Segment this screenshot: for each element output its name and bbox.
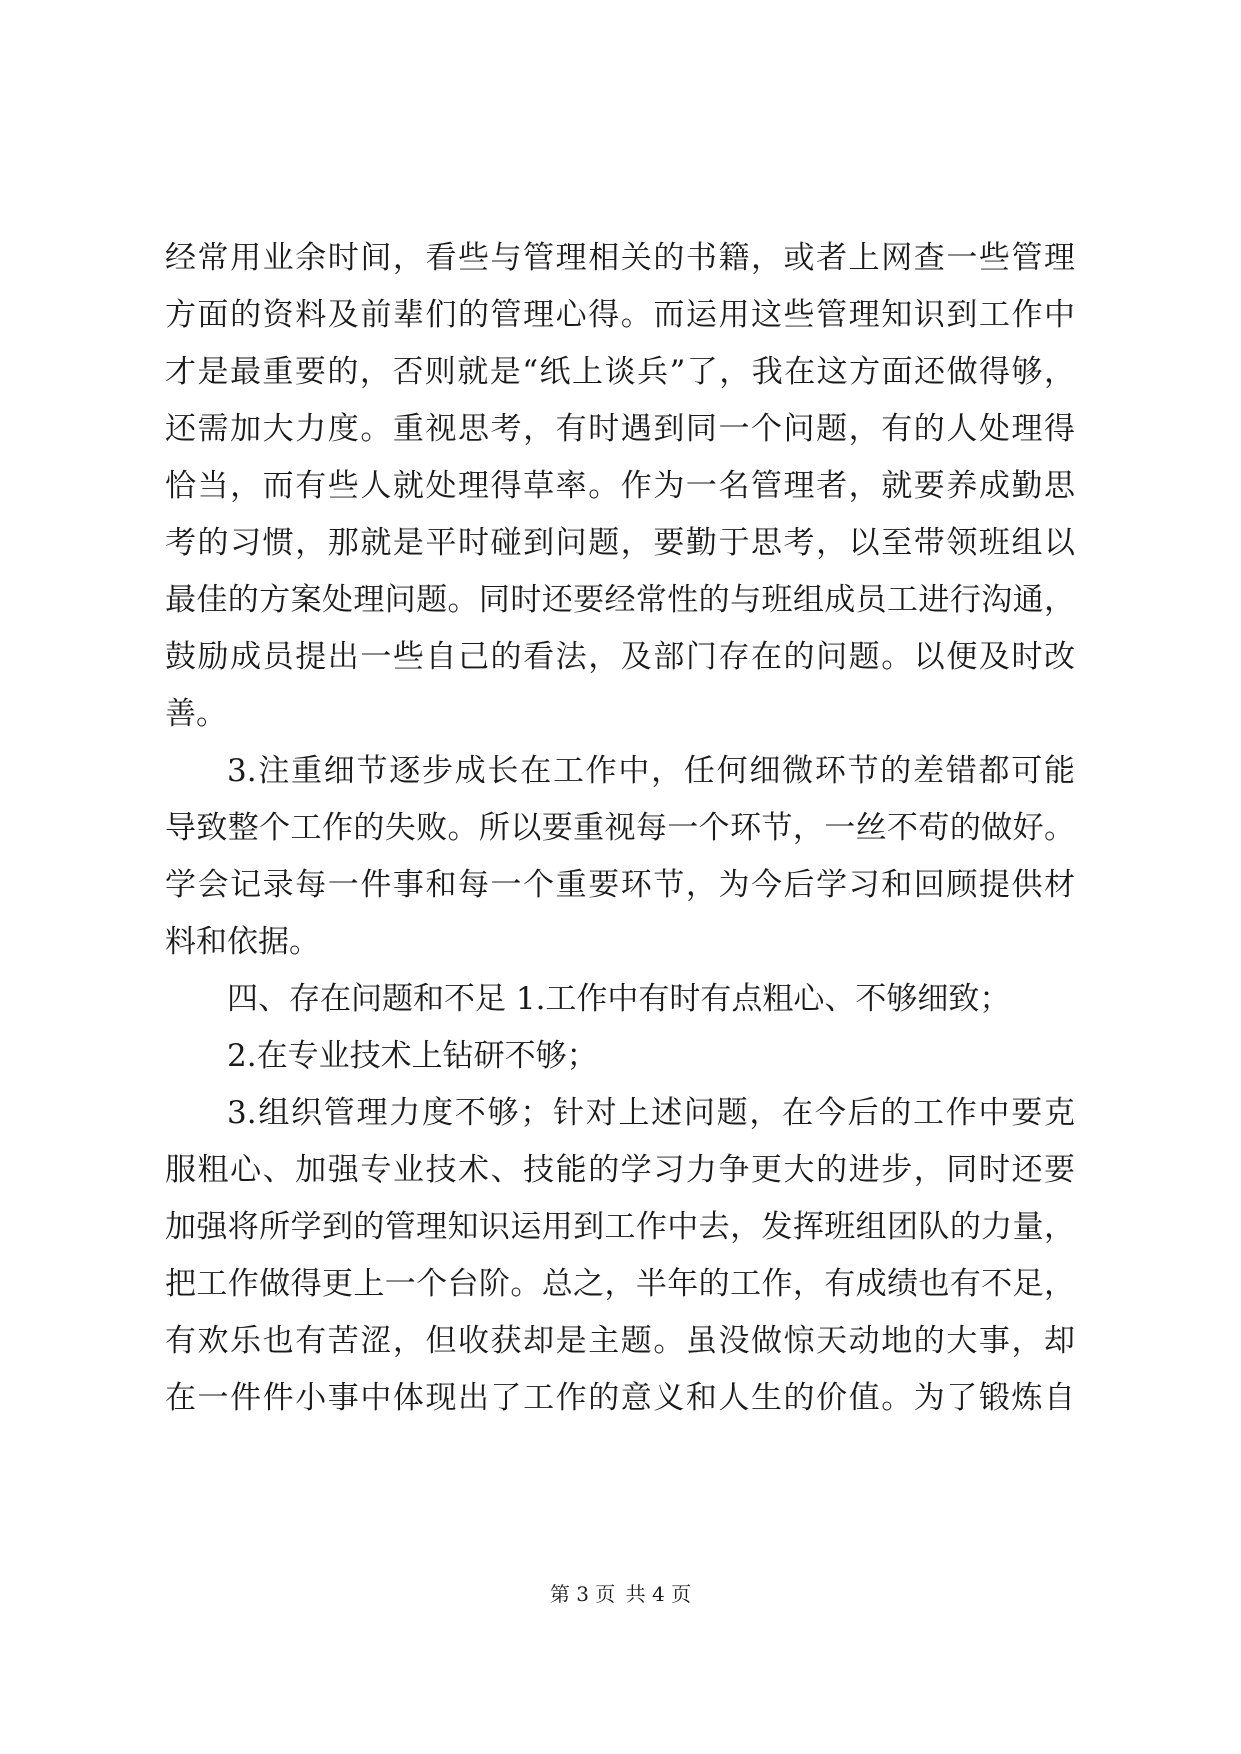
- text-line-5: 恰当，而有些人就处理得草率。作为一名管理者，就要养成勤思: [165, 468, 1075, 504]
- text-line-15: 2.在专业技术上钻研不够；: [227, 1038, 598, 1074]
- text-line-9: 善。: [165, 696, 227, 732]
- text-line-13: 料和依据。: [165, 924, 320, 960]
- text-line-16: 3.组织管理力度不够；针对上述问题，在今后的工作中要克: [227, 1095, 1075, 1131]
- text-line-4: 还需加大力度。重视思考，有时遇到同一个问题，有的人处理得: [165, 411, 1075, 447]
- page-footer: [0, 1578, 1241, 1607]
- text-line-3: 才是最重要的，否则就是“纸上谈兵”了，我在这方面还做得够，: [165, 354, 1075, 390]
- text-line-17: 服粗心、加强专业技术、技能的学习力争更大的进步，同时还要: [165, 1152, 1075, 1188]
- text-line-18: 加强将所学到的管理知识运用到工作中去，发挥班组团队的力量，: [165, 1209, 1075, 1245]
- text-line-11: 导致整个工作的失败。所以要重视每一个环节，一丝不苟的做好。: [165, 810, 1075, 846]
- body-text: [165, 230, 1075, 1427]
- text-line-14: 四、存在问题和不足 1.工作中有时有点粗心、不够细致；: [227, 981, 1011, 1017]
- text-line-12: 学会记录每一件事和每一个重要环节，为今后学习和回顾提供材: [165, 867, 1075, 903]
- page-total: 共 4 页: [625, 1582, 692, 1606]
- text-line-2: 方面的资料及前辈们的管理心得。而运用这些管理知识到工作中: [165, 297, 1075, 333]
- text-line-20: 有欢乐也有苦涩，但收获却是主题。虽没做惊天动地的大事，却: [165, 1323, 1075, 1359]
- text-line-10: 3.注重细节逐步成长在工作中，任何细微环节的差错都可能: [227, 753, 1075, 789]
- text-line-8: 鼓励成员提出一些自己的看法，及部门存在的问题。以便及时改: [165, 639, 1075, 675]
- text-line-19: 把工作做得更上一个台阶。总之，半年的工作，有成绩也有不足，: [165, 1266, 1075, 1302]
- text-line-1: 经常用业余时间，看些与管理相关的书籍，或者上网查一些管理: [165, 240, 1075, 276]
- text-line-21: 在一件件小事中体现出了工作的意义和人生的价值。为了锻炼自: [165, 1380, 1075, 1416]
- text-line-7: 最佳的方案处理问题。同时还要经常性的与班组成员工进行沟通，: [165, 582, 1075, 618]
- text-line-6: 考的习惯，那就是平时碰到问题，要勤于思考，以至带领班组以: [165, 525, 1075, 561]
- page-number: 第 3 页: [549, 1582, 616, 1606]
